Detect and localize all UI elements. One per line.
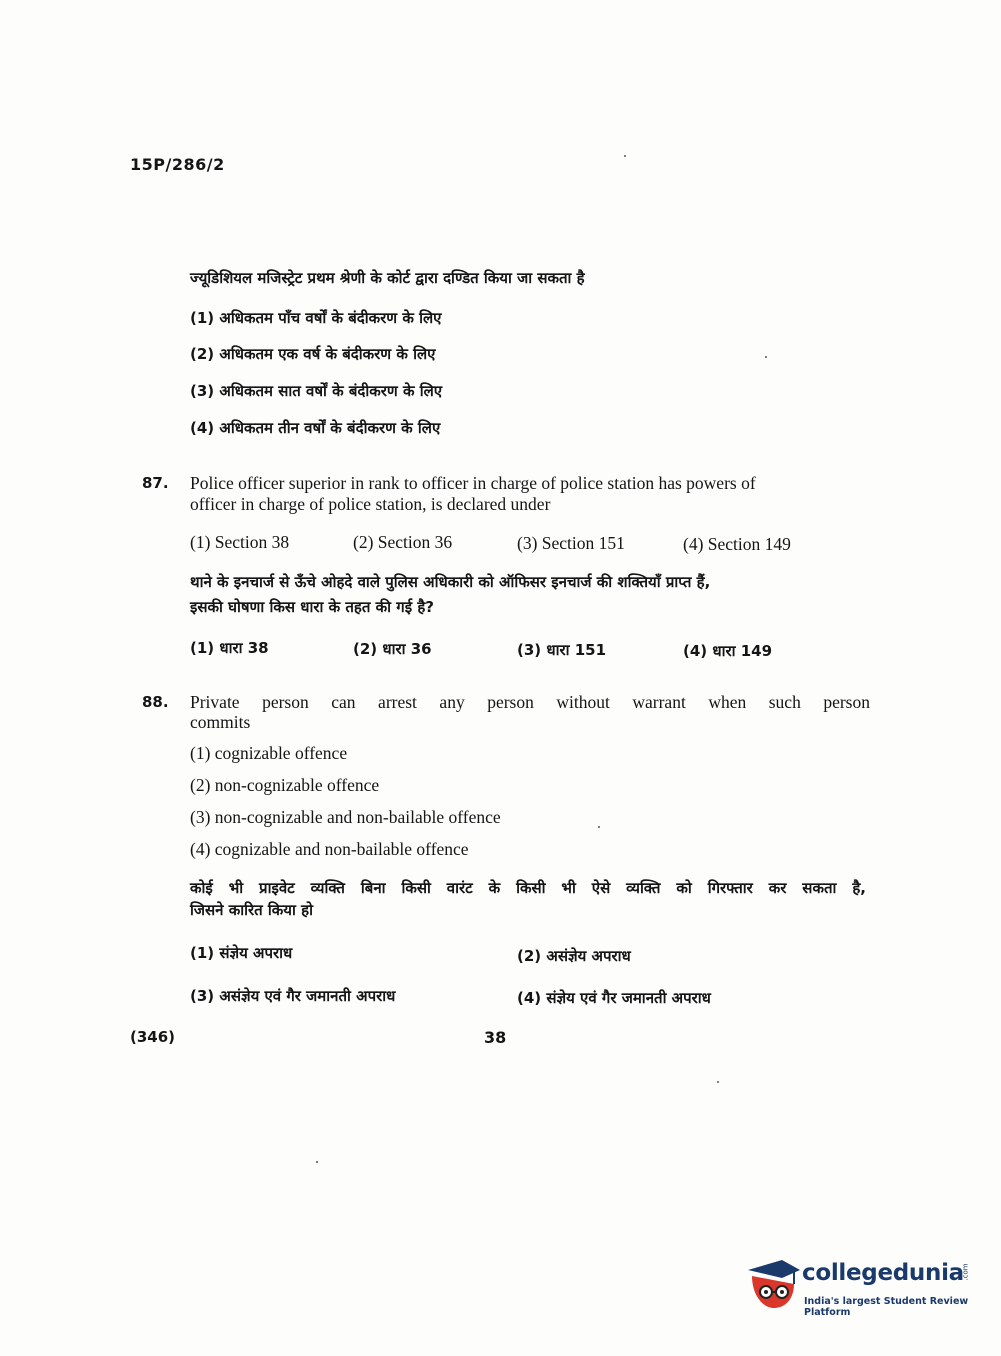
mascot-icon <box>748 1260 800 1308</box>
q86-hindi-stem: ज्यूडिशियल मजिस्ट्रेट प्रथम श्रेणी के कोर्ट द्वारा दण्डित किया जा सकता है <box>190 269 585 287</box>
q87-number: 87. <box>142 474 169 492</box>
q87-hindi-option-2: (2) धारा 36 <box>353 640 432 658</box>
scan-speck <box>717 1081 719 1083</box>
scan-speck <box>598 826 600 828</box>
watermark-tagline: India's largest Student Review Platform <box>804 1296 969 1318</box>
q87-hindi-option-1: (1) धारा 38 <box>190 639 269 657</box>
paper-code: 15P/286/2 <box>130 155 225 174</box>
q87-option-3: (3) Section 151 <box>517 533 625 553</box>
q88-hindi-line-2: जिसने कारित किया हो <box>190 901 313 919</box>
q88-stem-line-1: Private person can arrest any person without warrant when such person <box>190 692 870 712</box>
q88-number: 88. <box>142 693 169 711</box>
watermark-brand: collegedunia <box>802 1260 964 1286</box>
scan-speck <box>624 155 626 157</box>
footer-code: (346) <box>130 1028 176 1046</box>
q88-option-1: (1) cognizable offence <box>190 743 348 763</box>
q86-hindi-option-2: (2) अधिकतम एक वर्ष के बंदीकरण के लिए <box>190 345 436 363</box>
q88-hindi-option-4: (4) संज्ञेय एवं गैर जमानती अपराध <box>517 989 711 1007</box>
watermark-suffix: .com <box>961 1263 970 1281</box>
q88-hindi-option-3: (3) असंज्ञेय एवं गैर जमानती अपराध <box>190 987 396 1005</box>
q87-stem-line-2: officer in charge of police station, is declared under <box>190 494 551 514</box>
q88-option-2: (2) non-cognizable offence <box>190 775 380 795</box>
q87-hindi-option-4: (4) धारा 149 <box>683 642 773 660</box>
q88-option-3: (3) non-cognizable and non-bailable offence <box>190 807 501 827</box>
q87-hindi-line-1: थाने के इनचार्ज से ऊँचे ओहदे वाले पुलिस अधिकारी को ऑफिसर इनचार्ज की शक्तियाँ प्राप्त हैं, <box>190 573 711 591</box>
q87-hindi-option-3: (3) धारा 151 <box>517 641 607 659</box>
page-number: 38 <box>484 1028 507 1047</box>
q88-option-4: (4) cognizable and non-bailable offence <box>190 839 469 859</box>
q86-hindi-option-3: (3) अधिकतम सात वर्षों के बंदीकरण के लिए <box>190 382 443 400</box>
q87-option-1: (1) Section 38 <box>190 532 290 552</box>
q88-stem-line-2: commits <box>190 712 251 732</box>
q88-hindi-option-2: (2) असंज्ञेय अपराध <box>517 947 631 965</box>
q88-hindi-option-1: (1) संज्ञेय अपराध <box>190 944 293 962</box>
q87-option-2: (2) Section 36 <box>353 532 453 552</box>
q87-hindi-line-2: इसकी घोषणा किस धारा के तहत की गई है? <box>190 598 434 616</box>
q87-stem-line-1: Police officer superior in rank to officer in charge of police station has powers of <box>190 473 756 493</box>
scan-speck <box>316 1161 318 1163</box>
q86-hindi-option-4: (4) अधिकतम तीन वर्षों के बंदीकरण के लिए <box>190 419 441 437</box>
scan-speck <box>765 356 767 358</box>
q88-hindi-line-1: कोई भी प्राइवेट व्यक्ति बिना किसी वारंट के किसी भी ऐसे व्यक्ति को गिरफ्तार कर सकता है, <box>190 879 866 897</box>
q86-hindi-option-1: (1) अधिकतम पाँच वर्षों के बंदीकरण के लिए <box>190 309 442 327</box>
q87-option-4: (4) Section 149 <box>683 534 791 554</box>
